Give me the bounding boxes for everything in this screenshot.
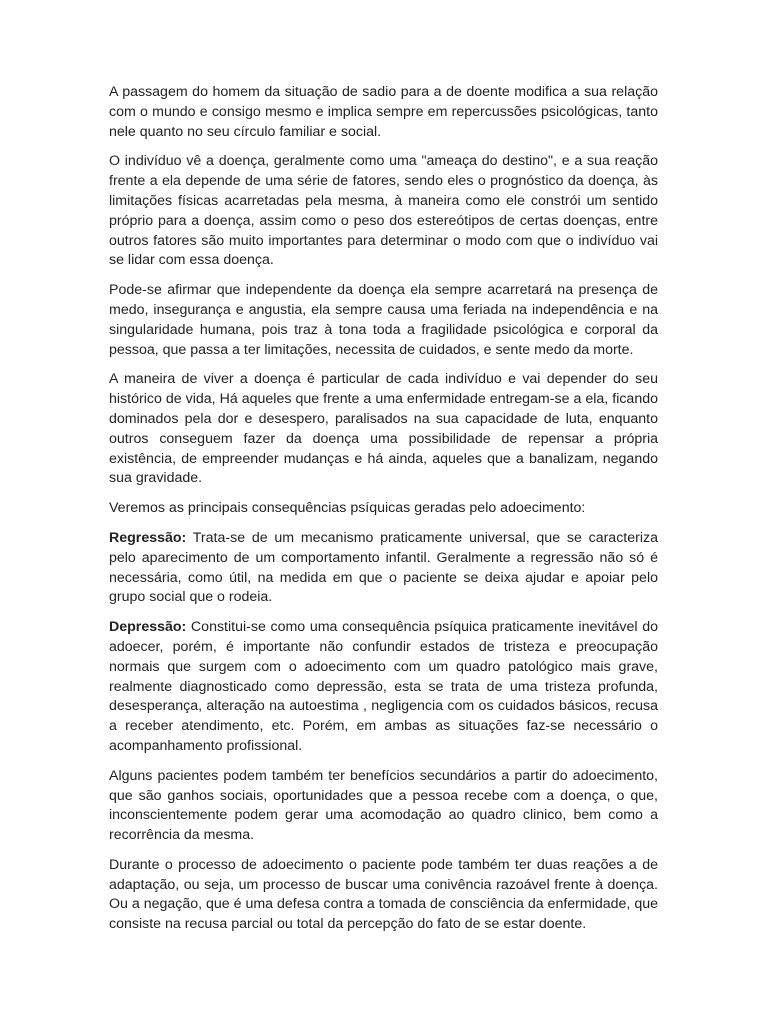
paragraph-fear-insecurity: Pode-se afirmar que independente da doença ela sempre acarretará na presença de medo, insegurança e angustia, ela sempre causa uma feriada na independência e na singularidade humana, pois traz à tona toda a fragilidade psicológica e corporal da pessoa, que passa a ter limitações, necessita de cuidados, e sente medo da morte. [109,282,658,358]
paragraph-illness-threat: O indivíduo vê a doença, geralmente como uma "ameaça do destino", e a sua reação frente a ela depende de uma série de fatores, sendo eles o prognóstico da doença, às limitações físicas acarretadas pela mesma, à maneira como ele constrói um sentido próprio para a doença, assim como o peso dos estereótipos de certas doenças, entre outros fatores são muito importantes para determinar o modo com que o indivíduo vai se lidar com essa doença. [109,153,658,269]
document-body [109,83,658,945]
term-depressao: Depressão: [109,619,187,636]
paragraph-ways-of-living: A maneira de viver a doença é particular de cada indivíduo e vai depender do seu histórico de vida, Há aqueles que frente a uma enfermidade entregam-se a ela, ficando dominados pela dor e desespero, paralisados na sua capacidade de luta, enquanto outros conseguem fazer da doença uma possibilidade de repensar a própria existência, de empreender mudanças e há ainda, aqueles que a banalizam, negando sua gravidade. [109,371,658,487]
regressao-text: Trata-se de um mecanismo praticamente universal, que se caracteriza pelo aparecimento de um comportamento infantil. Geralmente a regressão não só é necessária, como útil, na medida em que o paciente se deixa ajudar e apoiar pelo grupo social que o rodeia. [109,529,658,606]
paragraph-consequences-intro: Veremos as principais consequências psíquicas geradas pelo adoecimento: [109,500,586,517]
paragraph-depressao [109,618,658,757]
paragraph-adaptation-denial: Durante o processo de adoecimento o paciente pode também ter duas reações a de adaptação, ou seja, um processo de buscar uma conivência razoável frente à doença. Ou a negação, que é uma defesa contra a tomada de consciência da enfermidade, que consiste na recusa parcial ou total da percepção do fato de se estar doente. [109,856,658,933]
depressao-text: Constitui-se como uma consequência psíquica praticamente inevitável do adoecer, porém, é importante não confundir estados de tristeza e preocupação normais que surgem com o adoecimento com um quadro patológico mais grave, realmente diagnosticado como depressão, esta se trata de uma tristeza profunda, desesperança, alteração na autoestima , negligencia com os cuidados básicos, recusa a receber atendimento, etc. Porém, em ambas as situações faz-se necessário o acompanhamento profissional. [109,619,658,754]
paragraph-secondary-benefits: Alguns pacientes podem também ter benefícios secundários a partir do adoecimento, que são ganhos sociais, oportunidades que a pessoa recebe com a doença, o que, inconscientemente podem gerar uma acomodação ao quadro clinico, bem como a recorrência da mesma. [109,767,658,844]
paragraph-regressao [109,529,658,608]
paragraph-intro: A passagem do homem da situação de sadio para a de doente modifica a sua relação com o mundo e consigo mesmo e implica sempre em repercussões psicológicas, tanto nele quanto no seu círculo familiar e social. [109,84,658,140]
term-regressao: Regressão: [109,529,187,546]
